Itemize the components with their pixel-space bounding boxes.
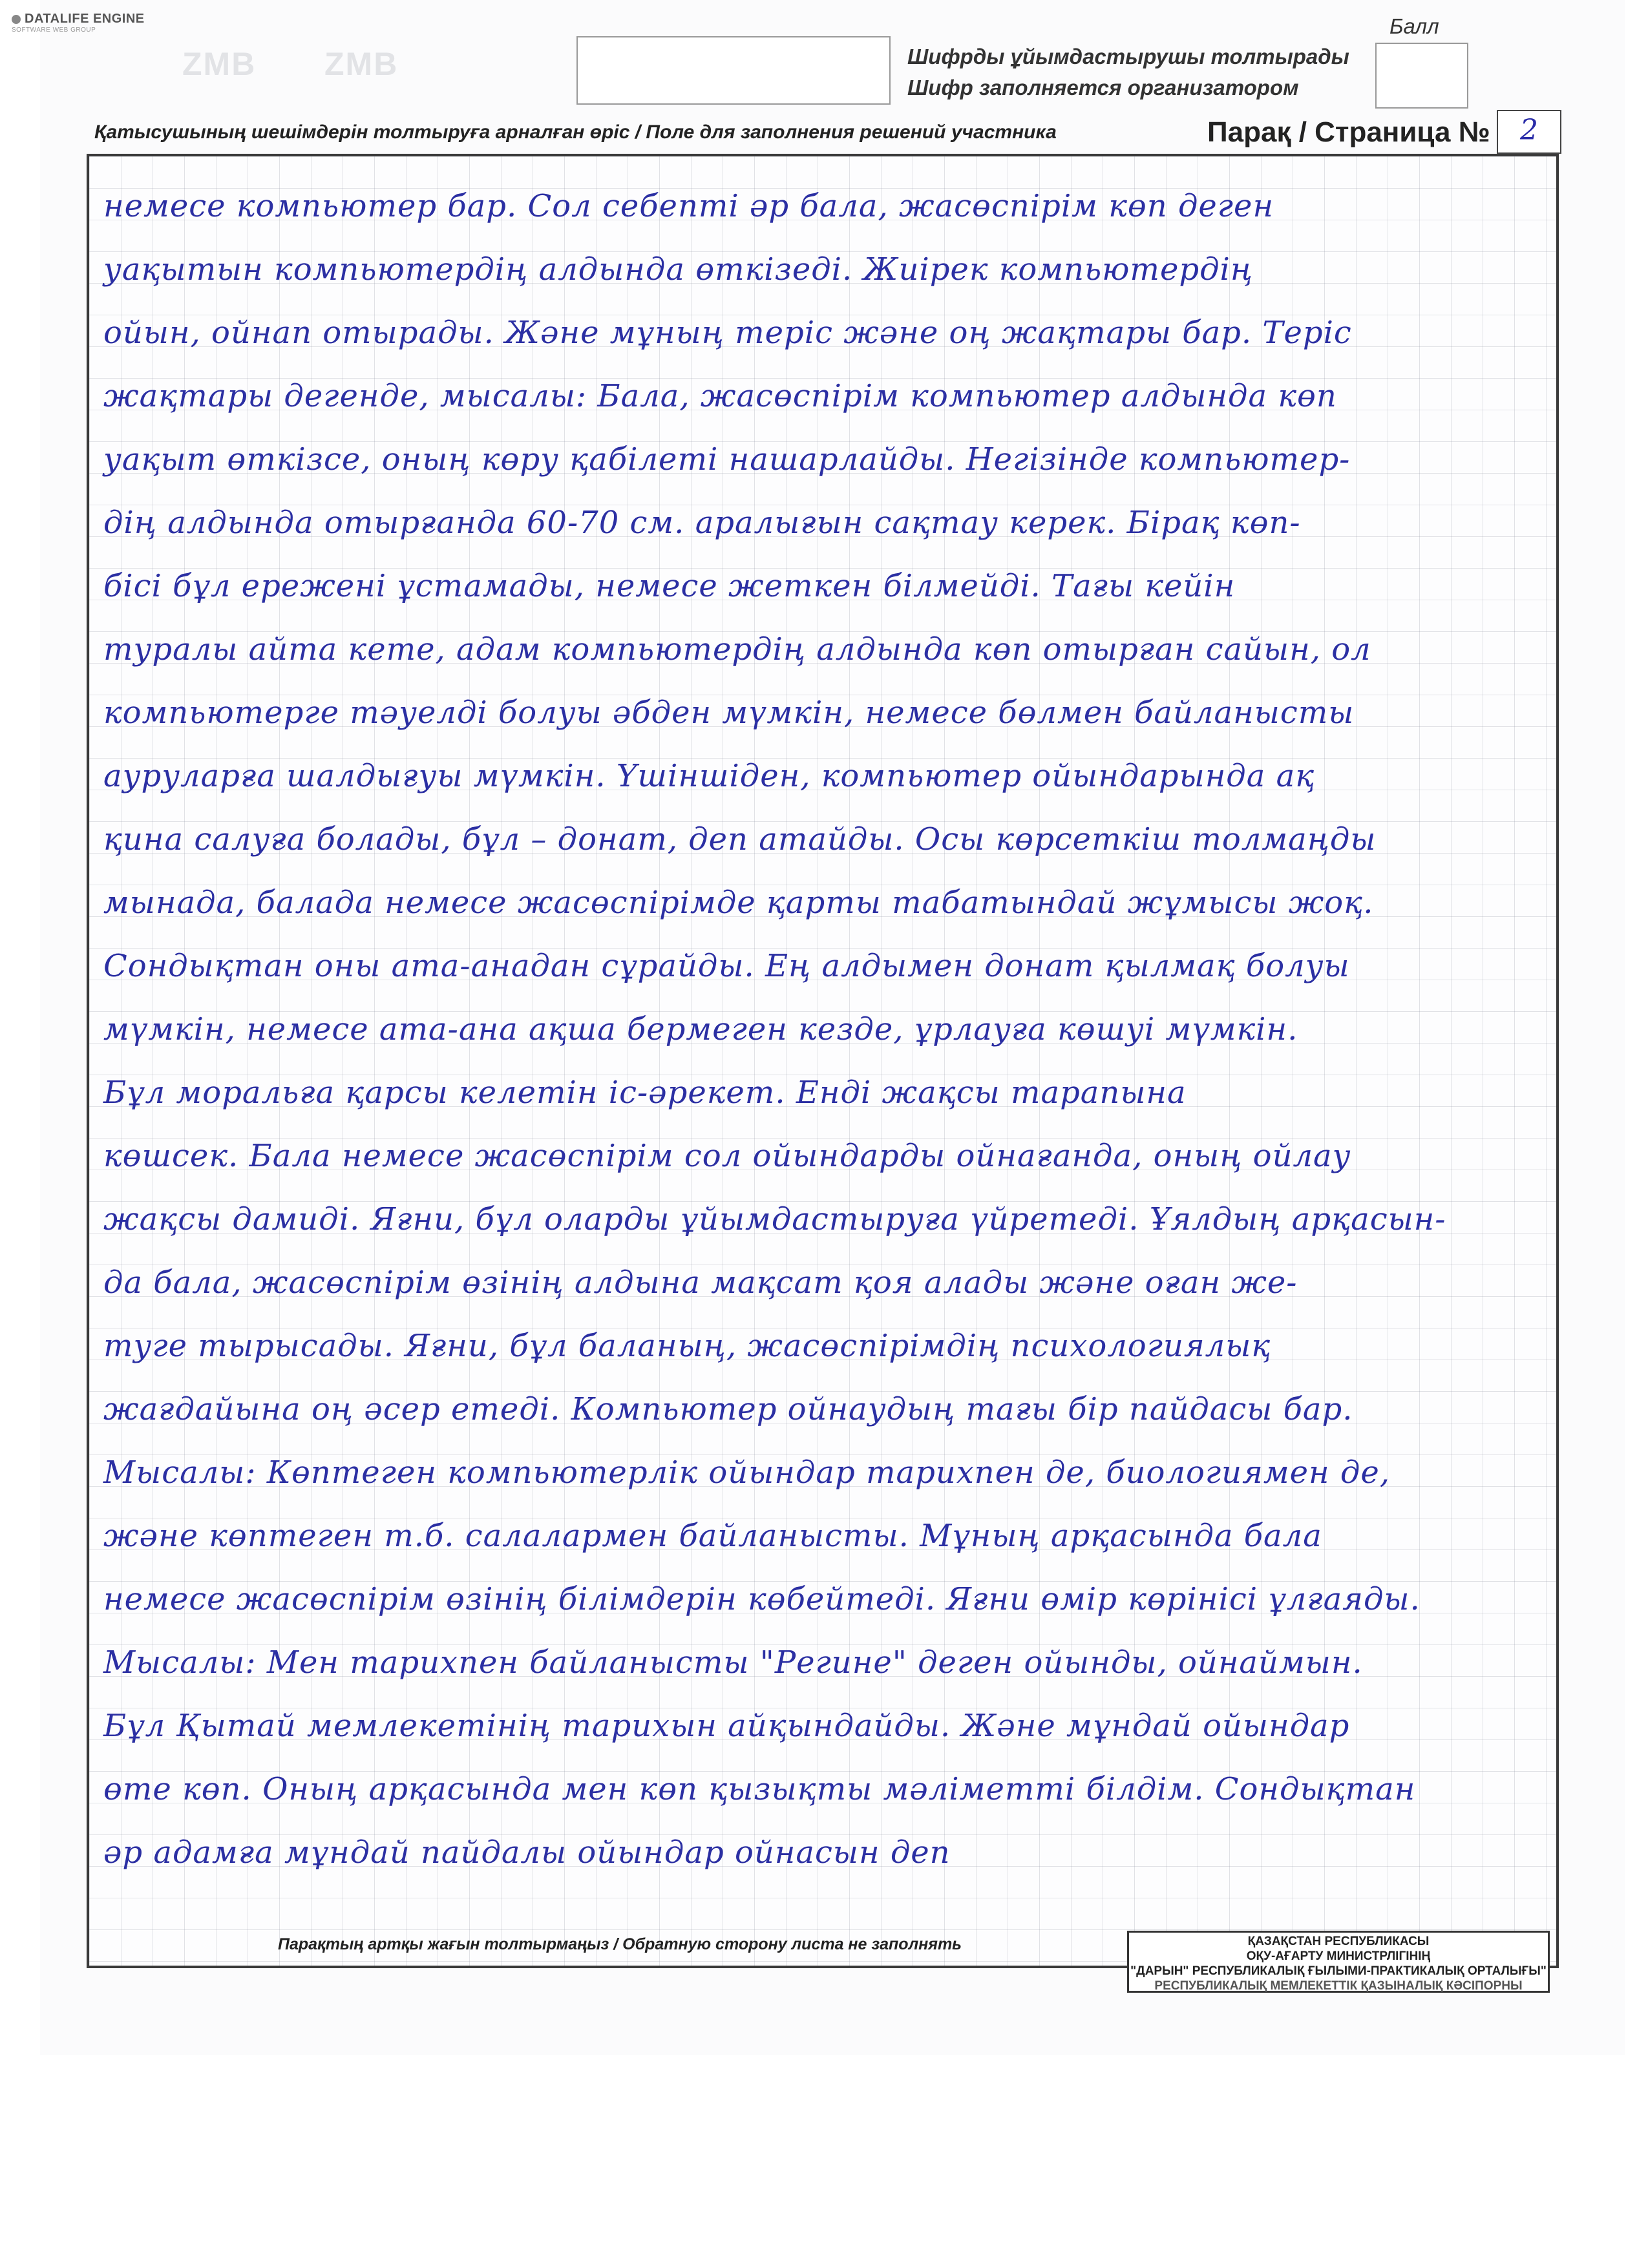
handwritten-line: әр адамға мұндай пайдалы ойындар ойнасын деп <box>103 1834 951 1871</box>
handwritten-line: туге тырысады. Яғни, бұл баланың, жасөспірімдің психологиялық <box>103 1328 1271 1364</box>
handwritten-line: уақытын компьютердің алдында өткізеді. Жиірек компьютердің <box>103 251 1254 288</box>
handwritten-line: өте көп. Оның арқасында мен көп қызықты мәліметті білдім. Сондықтан <box>103 1771 1416 1807</box>
score-box <box>1375 43 1468 109</box>
handwritten-line: жақсы дамиді. Яғни, бұл оларды ұйымдастыруға үйретеді. Ұялдың арқасын- <box>103 1201 1446 1237</box>
handwritten-line: ауруларға шалдығуы мүмкін. Үшіншіден, компьютер ойындарында ақ <box>103 758 1315 794</box>
handwritten-text <box>103 174 1545 1884</box>
handwritten-line: мынада, балада немесе жасөспірімде қарты табатындай жұмысы жоқ. <box>103 885 1374 921</box>
cipher-note-kz: Шифрды ұйымдастырушы толтырады <box>907 45 1349 68</box>
handwritten-line: немесе жасөспірім өзінің білімдерін көбейтеді. Яғни өмір көрінісі ұлғаяды. <box>103 1581 1421 1617</box>
footer-note: Парақтың артқы жағын толтырмаңыз / Обратную сторону листа не заполнять <box>278 1935 962 1953</box>
logo-subtext: SOFTWARE WEB GROUP <box>12 26 96 34</box>
handwritten-line: және көптеген т.б. салалармен байланысты. Мұның арқасында бала <box>103 1518 1322 1554</box>
handwritten-line: мүмкін, немесе ата-ана ақша бермеген кезде, ұрлауға көшуі мүмкін. <box>103 1011 1298 1047</box>
stamp-line: РЕСПУБЛИКАЛЫҚ МЕМЛЕКЕТТІК ҚАЗЫНАЛЫҚ КӘСІПОРНЫ <box>1154 1979 1523 1993</box>
handwritten-line: Сондықтан оны ата-анадан сұрайды. Ең алдымен донат қылмақ болуы <box>103 948 1350 984</box>
score-label: Балл <box>1389 14 1439 38</box>
handwritten-line: Мысалы: Көптеген компьютерлік ойындар тарихпен де, биологиямен де, <box>103 1454 1391 1491</box>
handwritten-line: ойын, ойнап отырады. Және мұның теріс және оң жақтары бар. Теріс <box>103 315 1352 351</box>
logo <box>12 12 145 34</box>
watermark: ZMB <box>182 46 257 82</box>
stamp-line: ҚАЗАҚСТАН РЕСПУБЛИКАСЫ <box>1247 1935 1430 1948</box>
handwritten-line: Бұл моральға қарсы келетін іс-әрекет. Енді жақсы тарапына <box>103 1075 1187 1111</box>
handwritten-line: көшсек. Бала немесе жасөспірім сол ойындарды ойнағанда, оның ойлау <box>103 1138 1351 1174</box>
handwritten-line: бісі бұл ережені ұстамады, немесе жеткен білмейді. Тағы кейін <box>103 568 1236 604</box>
handwritten-line: жағдайына оң әсер етеді. Компьютер ойнаудың тағы бір пайдасы бар. <box>103 1391 1353 1427</box>
handwritten-line: дің алдында отырғанда 60-70 см. аралығын сақтау керек. Бірақ көп- <box>103 505 1301 541</box>
stamp-line: "ДАРЫН" РЕСПУБЛИКАЛЫҚ ҒЫЛЫМИ-ПРАКТИКАЛЫҚ ОРТАЛЫҒЫ" <box>1130 1964 1547 1978</box>
watermark: ZMB <box>324 46 399 82</box>
logo-icon <box>12 15 21 24</box>
handwritten-line: қина салуға болады, бұл – донат, деп атайды. Осы көрсеткіш толмаңды <box>103 821 1377 857</box>
handwritten-line: компьютерге тәуелді болуы әбден мүмкін, немесе бөлмен байланысты <box>103 695 1355 731</box>
field-label: Қатысушының шешімдерін толтыруға арналған өріс / Поле для заполнения решений участника <box>94 121 1057 143</box>
stamp <box>1127 1931 1550 1993</box>
handwritten-line: Бұл Қытай мемлекетінің тарихын айқындайды. Және мұндай ойындар <box>103 1708 1350 1744</box>
cipher-note <box>907 41 1349 103</box>
cipher-box <box>576 36 891 105</box>
logo-text: DATALIFE ENGINE <box>25 12 145 26</box>
handwritten-line: жақтары дегенде, мысалы: Бала, жасөспірім компьютер алдында көп <box>103 378 1337 414</box>
handwritten-line: Мысалы: Мен тарихпен байланысты "Регине" деген ойынды, ойнаймын. <box>103 1644 1363 1681</box>
cipher-note-ru: Шифр заполняется организатором <box>907 76 1299 100</box>
stamp-line: ОҚУ-АҒАРТУ МИНИСТРЛІГІНІҢ <box>1246 1949 1431 1963</box>
handwritten-line: немесе компьютер бар. Сол себепті әр бала, жасөспірім көп деген <box>103 188 1274 224</box>
handwritten-line: уақыт өткізсе, оның көру қабілеті нашарлайды. Негізінде компьютер- <box>103 441 1351 478</box>
handwritten-line: да бала, жасөспірім өзінің алдына мақсат қоя алады және оған же- <box>103 1265 1298 1301</box>
page-number-box <box>1497 110 1561 154</box>
page-label: Парақ / Страница № <box>1207 116 1490 148</box>
handwritten-line: туралы айта кете, адам компьютердің алдында көп отырған сайын, ол <box>103 631 1371 667</box>
page-number: 2 <box>1520 114 1538 147</box>
